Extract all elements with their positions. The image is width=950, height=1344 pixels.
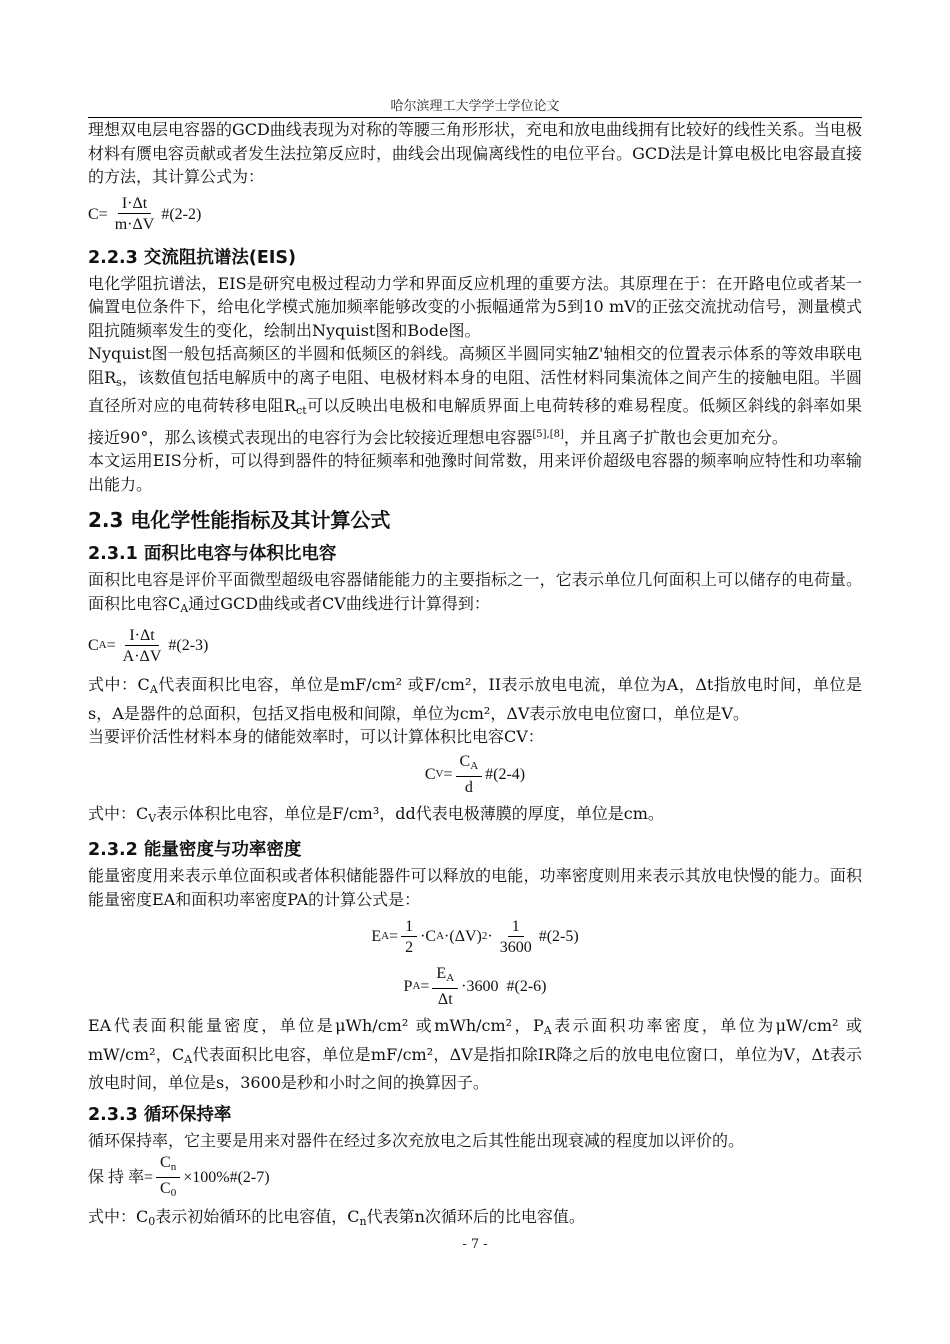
paragraph-gcd: 理想双电层电容器的GCD曲线表现为对称的等腰三角形形状，充电和放电曲线拥有比较好的线性关系。当电极材料有赝电容贡献或者发生法拉第反应时，曲线会出现偏离线性的电位平台。GCD法是计算电极比电容最直接的方法，其计算公式为： (88, 120, 862, 186)
heading-2-3-1: 2.3.1 面积比电容与体积比电容 (88, 544, 337, 564)
fraction: $\frac{E_A}{\Delta t}$ (432, 964, 458, 1010)
equation-number: #(2-4) (485, 765, 526, 783)
paragraph-volume-capacitance: 当要评价活性材料本身的储能效率时，可以计算体积比电容CV： (88, 727, 544, 746)
equation-number: #(2-2) (161, 205, 202, 223)
numerator: I·Δt (118, 194, 151, 214)
formula-2-5: E A = $\frac{1}{2}$ ·C A ·(ΔV) 2 · $\frac{1}{3600}$ #(2-5) (371, 917, 579, 956)
equation-number: #(2-7) (229, 1169, 270, 1187)
formula-2-2: C = $\frac{I\cdot\Delta t}{m\cdot\Delta V}$ #(2-2) (88, 195, 202, 233)
paragraph-formula-2-4-notes: 式中：$C_V$表示体积比电容，单位是F/cm³，dd代表电极薄膜的厚度，单位是cm。 (88, 803, 664, 825)
formula-2-6: P A = $\frac{E_A}{\Delta t}$ ·3600 #(2-6) (403, 965, 547, 1008)
paragraph-eis-3: 本文运用EIS分析，可以得到器件的特征频率和弛豫时间常数，用来评价超级电容器的频率响应特性和功率输出能力。 (88, 451, 862, 494)
fraction: $\frac{1}{2}$ (401, 917, 417, 958)
fraction: $\frac{C_A}{d}$ (456, 752, 483, 798)
page-number: - 7 - (462, 1237, 488, 1252)
page-body (88, 118, 862, 1234)
fraction: $\frac{C_n}{C_0}$ (156, 1153, 180, 1204)
paragraph-formula-2-5-notes: EA代表面积能量密度，单位是μWh/cm² 或mWh/cm²，$P_A$表示面积功率密度，单位为μW/cm² 或mW/cm²，$C_A$代表面积比电容，单位是mF/cm²，ΔV是指扣除IR降之后的放电电位窗口，单位为V，Δt表示放电时间，单位是s，3600是秒和小时之间的换算因子。 (88, 1016, 862, 1092)
formula-lhs: C (88, 205, 99, 223)
fraction: $\frac{I\cdot\Delta t}{A\cdot\Delta V}$ (122, 626, 162, 665)
equation-number: #(2-3) (168, 637, 209, 655)
heading-2-3-2: 2.3.2 能量密度与功率密度 (88, 840, 302, 860)
paragraph-eis-2: Nyquist图一般包括高频区的半圆和低频区的斜线。高频区半圆同实轴Z'轴相交的位置表示体系的等效串联电阻$R_s$，该数值包括电解质中的离子电阻、电极材料本身的电阻、活性材料同集流体之间产生的接触电阻。半圆直径所对应的电荷转移电阻$R_{ct}$可以反映出电极和电解质界面上电荷转移的难易程度。低频区斜线的斜率如果接近90°，那么该模式表现出的电容行为会比较接近理想电容器[5],[8]，并且离子扩散也会更加充分。 (88, 344, 862, 447)
formula-2-7: 保 持 率 = $\frac{C_n}{C_0}$ ×100% #(2-7) (88, 1155, 862, 1201)
heading-2-3: 2.3 电化学性能指标及其计算公式 (88, 508, 391, 532)
paragraph-cycle-retention: 循环保持率，它主要是用来对器件在经过多次充放电之后其性能出现衰减的程度加以评价的。 (88, 1130, 745, 1150)
denominator: m·ΔV (114, 216, 155, 233)
formula-2-3: C A = $\frac{I\cdot\Delta t}{A\cdot\Delta V}$ #(2-3) (88, 626, 209, 665)
fraction (111, 194, 159, 235)
paragraph-area-capacitance: 面积比电容是评价平面微型超级电容器储能能力的主要指标之一，它表示单位几何面积上可以储存的电荷量。面积比电容$C_A$通过GCD曲线或者CV曲线进行计算得到： (88, 570, 862, 615)
heading-2-3-3: 2.3.3 循环保持率 (88, 1104, 232, 1125)
equation-number: #(2-5) (538, 928, 579, 946)
paragraph-energy-density: 能量密度用来表示单位面积或者体积储能器件可以释放的电能，功率密度则用来表示其放电快慢的能力。面积能量密度EA和面积功率密度PA的计算公式是： (88, 866, 862, 909)
citation: [5],[8] (532, 428, 564, 440)
paragraph-formula-2-7-notes: 式中：$C_0$表示初始循环的比电容值，$C_n$代表第n次循环后的比电容值。 (88, 1207, 585, 1228)
formula-2-4: C V = $\frac{C_A}{d}$ #(2-4) (424, 752, 526, 796)
paragraph-eis-1: 电化学阻抗谱法，EIS是研究电极过程动力学和界面反应机理的重要方法。其原理在于：在开路电位或者某一偏置电位条件下，给电化学模式施加频率能够改变的小振幅通常为5到10 mV的正弦交流扰动信号，测量模式阻抗随频率发生的变化，绘制出Nyquist图和Bode图。 (88, 273, 862, 340)
paragraph-formula-2-3-notes: 式中：$C_A$代表面积比电容，单位是mF/cm² 或F/cm²，II表示放电电流，单位为A，Δt指放电时间，单位是s，A是器件的总面积，包括叉指电极和间隙，单位为cm²，ΔV表示放电电位窗口，单位是V。 (88, 675, 862, 723)
equation-number: #(2-6) (506, 978, 547, 996)
heading-2-2-3: 2.2.3 交流阻抗谱法(EIS) (88, 247, 296, 268)
page-header: 哈尔滨理工大学学士学位论文 (88, 95, 862, 118)
fraction: $\frac{1}{3600}$ (499, 917, 532, 956)
